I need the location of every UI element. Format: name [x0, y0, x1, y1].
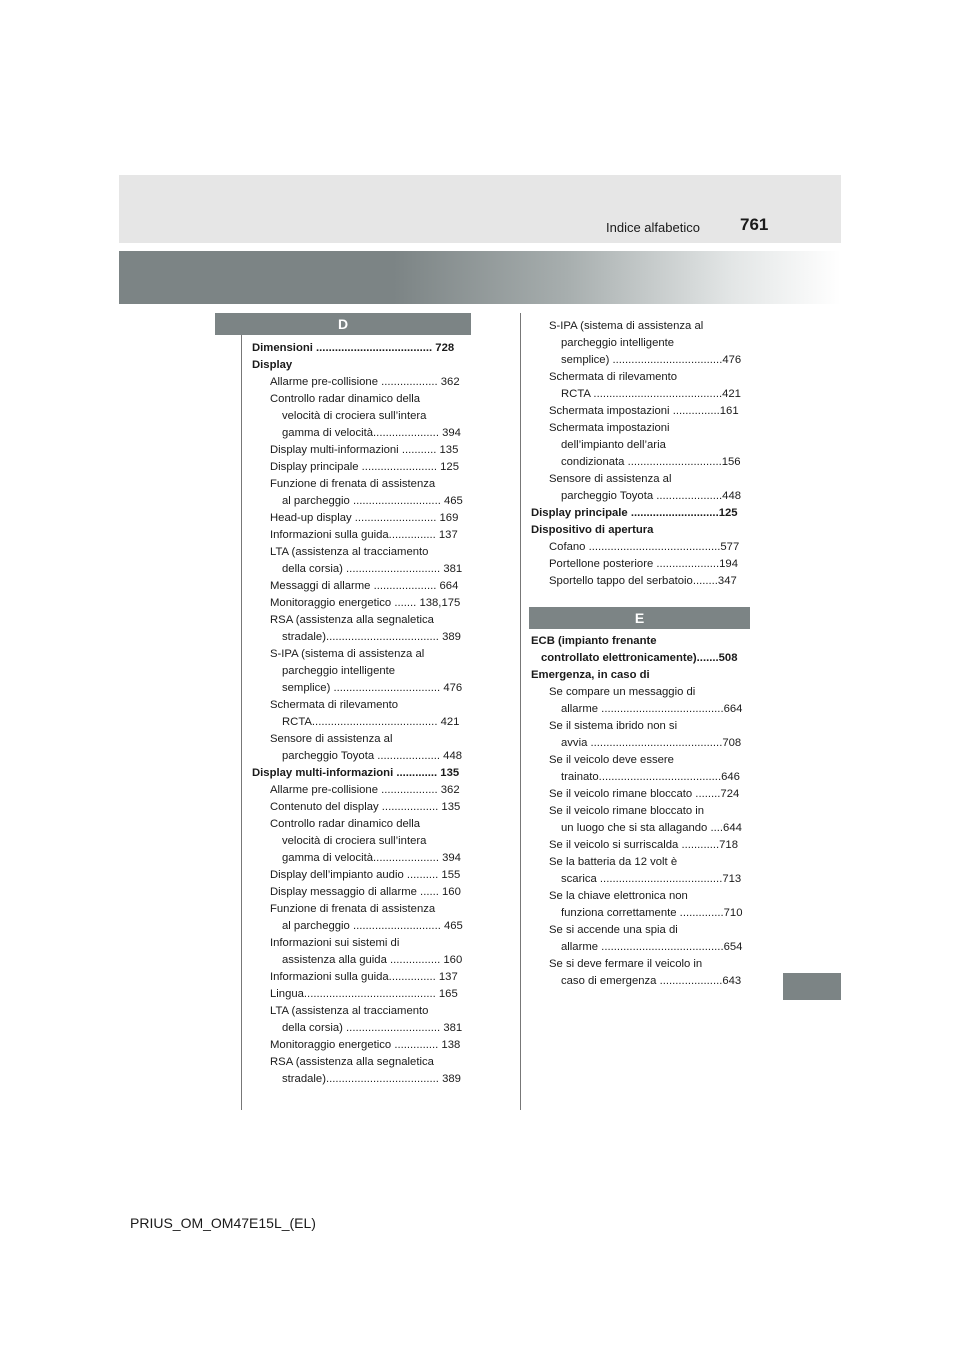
index-entry: Dimensioni ..................................... 728 — [252, 342, 455, 354]
index-entry: RCTA........................................ 421 — [282, 716, 460, 728]
index-entry: Contenuto del display .................. 135 — [270, 801, 461, 813]
index-entry: dell’impianto dell’aria — [561, 439, 666, 451]
index-entry: Monitoraggio energetico .............. 138 — [270, 1039, 461, 1051]
index-entry: Sportello tappo del serbatoio........347 — [549, 575, 737, 587]
index-entry: Se il veicolo rimane bloccato in — [549, 805, 705, 817]
index-entry: Informazioni sui sistemi di — [270, 937, 400, 949]
index-entry: Display multi-informazioni ............. 135 — [252, 767, 460, 779]
index-entry: della corsia) .............................. 381 — [282, 1022, 463, 1034]
index-entry: trainato.......................................646 — [561, 771, 740, 783]
index-entry: Display dell’impianto audio .......... 155 — [270, 869, 461, 881]
index-entry: Messaggi di allarme .................... 664 — [270, 580, 459, 592]
index-entry: gamma di velocità..................... 394 — [282, 852, 461, 864]
section-title: Indice alfabetico — [606, 220, 700, 235]
index-entry: un luogo che si sta allagando ....644 — [561, 822, 742, 834]
index-entry: parcheggio Toyota .................... 448 — [282, 750, 463, 762]
index-entry: Controllo radar dinamico della — [270, 818, 421, 830]
index-entry: Se il sistema ibrido non si — [549, 720, 678, 732]
index-entry: stradale).................................... 389 — [282, 1073, 461, 1085]
index-entry: Display principale ........................ 125 — [270, 461, 459, 473]
index-entry: RSA (assistenza alla segnaletica — [270, 1056, 434, 1068]
index-entry: della corsia) .............................. 381 — [282, 563, 463, 575]
index-entry: parcheggio intelligente — [561, 337, 675, 349]
index-entry: Emergenza, in caso di — [531, 669, 650, 681]
index-entry: Head-up display .......................... 169 — [270, 512, 459, 524]
index-entry: controllato elettronicamente).......508 — [541, 652, 738, 664]
index-entry: scarica .......................................713 — [561, 873, 742, 885]
page-number: 761 — [740, 215, 769, 234]
chapter-side-tab — [783, 973, 841, 1000]
index-entry: allarme .......................................664 — [561, 703, 743, 715]
index-entry: Informazioni sulla guida............... 137 — [270, 529, 458, 541]
section-letter-d: D — [215, 313, 471, 335]
index-entry: Funzione di frenata di assistenza — [270, 903, 436, 915]
index-column-right-bottom — [531, 633, 753, 990]
index-entry: avvia ..........................................708 — [561, 737, 742, 749]
index-entry: Schermata di rilevamento — [549, 371, 678, 383]
index-entry: stradale).................................... 389 — [282, 631, 461, 643]
index-entry: Display multi-informazioni ........... 135 — [270, 444, 459, 456]
chapter-band — [119, 251, 841, 304]
index-entry: Allarme pre-collisione .................. 362 — [270, 784, 460, 796]
index-entry: ECB (impianto frenante — [531, 635, 657, 647]
index-entry: al parcheggio ............................ 465 — [282, 495, 463, 507]
index-entry: Se il veicolo si surriscalda ............718 — [549, 839, 738, 851]
index-column-left — [252, 340, 474, 1088]
index-column-right-top — [531, 318, 753, 590]
index-entry: LTA (assistenza al tracciamento — [270, 546, 429, 558]
index-entry: Schermata di rilevamento — [270, 699, 399, 711]
index-entry: RSA (assistenza alla segnaletica — [270, 614, 434, 626]
index-entry: al parcheggio ............................ 465 — [282, 920, 463, 932]
document-code: PRIUS_OM_OM47E15L_(EL) — [130, 1215, 316, 1231]
left-column-rule — [241, 313, 242, 1110]
index-entry: Sensore di assistenza al — [270, 733, 393, 745]
index-entry: Se la chiave elettronica non — [549, 890, 688, 902]
index-entry: Display principale ............................125 — [531, 507, 738, 519]
index-entry: condizionata ..............................156 — [561, 456, 741, 468]
index-entry: Se si accende una spia di — [549, 924, 678, 936]
index-entry: S-IPA (sistema di assistenza al — [270, 648, 425, 660]
index-entry: S-IPA (sistema di assistenza al — [549, 320, 704, 332]
index-entry: Sensore di assistenza al — [549, 473, 672, 485]
index-entry: Controllo radar dinamico della — [270, 393, 421, 405]
section-letter-e: E — [529, 607, 750, 629]
header-band — [119, 175, 841, 243]
index-entry: velocità di crociera sull’intera — [282, 410, 427, 422]
index-entry: parcheggio Toyota .....................448 — [561, 490, 742, 502]
index-entry: Se il veicolo deve essere — [549, 754, 674, 766]
index-entry: Schermata impostazioni — [549, 422, 670, 434]
index-entry: Lingua.......................................... 165 — [270, 988, 458, 1000]
index-entry: LTA (assistenza al tracciamento — [270, 1005, 429, 1017]
center-column-rule — [520, 313, 521, 1110]
index-entry: Cofano ..........................................577 — [549, 541, 740, 553]
index-entry: Se la batteria da 12 volt è — [549, 856, 678, 868]
index-entry: Funzione di frenata di assistenza — [270, 478, 436, 490]
index-entry: Se si deve fermare il veicolo in — [549, 958, 703, 970]
index-entry: Display messaggio di allarme ...... 160 — [270, 886, 461, 898]
index-entry: caso di emergenza ....................643 — [561, 975, 742, 987]
index-entry: semplice) .................................. 476 — [282, 682, 463, 694]
index-entry: Portellone posteriore ....................194 — [549, 558, 739, 570]
index-entry: Se compare un messaggio di — [549, 686, 696, 698]
index-entry: Monitoraggio energetico ....... 138,175 — [270, 597, 461, 609]
index-entry: Se il veicolo rimane bloccato ........724 — [549, 788, 740, 800]
index-entry: Display — [252, 359, 293, 371]
index-entry: parcheggio intelligente — [282, 665, 396, 677]
index-entry: semplice) ...................................476 — [561, 354, 742, 366]
index-entry: Dispositivo di apertura — [531, 524, 654, 536]
index-entry: velocità di crociera sull’intera — [282, 835, 427, 847]
index-entry: Informazioni sulla guida............... 137 — [270, 971, 458, 983]
index-entry: allarme .......................................654 — [561, 941, 743, 953]
index-entry: Allarme pre-collisione .................. 362 — [270, 376, 460, 388]
index-entry: assistenza alla guida ................ 160 — [282, 954, 463, 966]
index-entry: RCTA .........................................421 — [561, 388, 741, 400]
index-entry: gamma di velocità..................... 394 — [282, 427, 461, 439]
index-entry: funziona correttamente ..............710 — [561, 907, 743, 919]
index-entry: Schermata impostazioni ...............161 — [549, 405, 739, 417]
